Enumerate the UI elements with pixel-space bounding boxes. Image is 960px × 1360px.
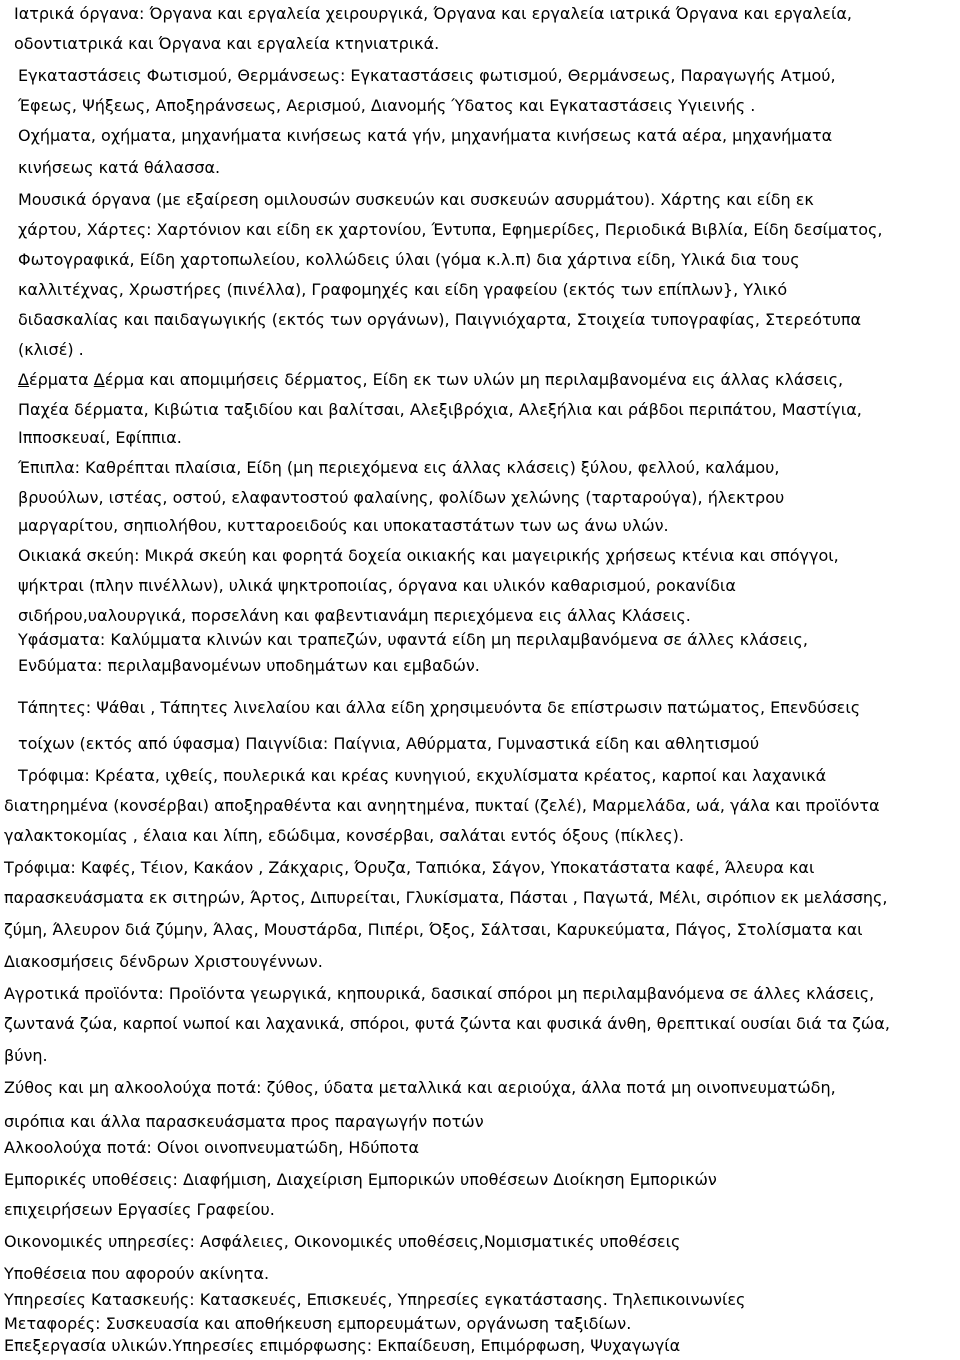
text-line: Ιατρικά όργανα: Όργανα και εργαλεία χειρουργικά, Όργανα και εργαλεία ιατρικά Όργανα και εργαλεία, (14, 4, 852, 23)
text-line: κινήσεως κατά θάλασσα. (18, 158, 221, 177)
text-line: χάρτου, Χάρτες: Χαρτόνιον και είδη εκ χαρτονίου, Έντυπα, Εφημερίδες, Περιοδικά Βιβλία, Είδη δεσίματος, (18, 220, 883, 239)
text-line: ζύμη, Άλευρον διά ζύμην, Άλας, Μουστάρδα, Πιπέρι, Όξος, Σάλτσαι, Καρυκεύματα, Πάγος, Στολίσματα και (4, 920, 863, 939)
text-line: Οικονομικές υπηρεσίες: Ασφάλειες, Οικονομικές υποθέσεις,Νομισματικές υποθέσεις (4, 1232, 681, 1251)
text-line: παρασκευάσματα εκ σιτηρών, Άρτος, Διπυρείται, Γλυκίσματα, Πάσται , Παγωτά, Μέλι, σιρόπιον εκ μελάσσης, (4, 888, 888, 907)
text-line: βύνη. (4, 1046, 48, 1065)
text-line: ψήκτραι (πλην πινέλλων), υλικά ψηκτροποιίας, όργανα και υλικόν καθαρισμού, ροκανίδια (18, 576, 736, 595)
text-line: (κλισέ) . (18, 340, 84, 359)
text-segment: έρμα και απομιμήσεις δέρματος, Είδη εκ των υλών μη περιλαμβανομένα εις άλλας κλάσεις, (104, 370, 844, 389)
text-line: γαλακτοκομίας , έλαια και λίπη, εδώδιμα, κονσέρβαι, σαλάται εντός όξους (πίκλες). (4, 826, 684, 845)
text-line: επιχειρήσεων Εργασίες Γραφείου. (4, 1200, 275, 1219)
underlined-letter: Δ (93, 370, 105, 389)
text-line: Οχήματα, οχήματα, μηχανήματα κινήσεως κατά γήν, μηχανήματα κινήσεως κατά αέρα, μηχανήματα (18, 126, 833, 145)
text-line: Παχέα δέρματα, Κιβώτια ταξιδίου και βαλίτσαι, Αλεξιβρόχια, Αλεξήλια και ράβδοι περιπάτου, Μαστίγια, (18, 400, 862, 419)
text-line: Επεξεργασία υλικών.Υπηρεσίες επιμόρφωσης: Εκπαίδευση, Επιμόρφωση, Ψυχαγωγία (4, 1336, 681, 1355)
text-line: Οικιακά σκεύη: Μικρά σκεύη και φορητά δοχεία οικιακής και μαγειρικής χρήσεως κτένια και σπόγγοι, (18, 546, 839, 565)
text-line: Ζύθος και μη αλκοολούχα ποτά: ζύθος, ύδατα μεταλλικά και αεριούχα, άλλα ποτά μη οινοπνευματώδη, (4, 1078, 836, 1097)
text-line: Εγκαταστάσεις Φωτισμού, Θερμάνσεως: Εγκαταστάσεις φωτισμού, Θερμάνσεως, Παραγωγής Ατμού, (18, 66, 836, 85)
text-line: Τάπητες: Ψάθαι , Τάπητες λινελαίου και άλλα είδη χρησιμευόντα δε επίστρωσιν πατώματος, Επενδύσεις (18, 698, 861, 717)
text-line: καλλιτέχνας, Χρωστήρες (πινέλλα), Γραφομηχές και είδη γραφείου (εκτός των επίπλων}, Υλικό (18, 280, 788, 299)
text-line: Αγροτικά προϊόντα: Προϊόντα γεωργικά, κηπουρικά, δασικαί σπόροι μη περιλαμβανόμενα σε άλλες κλάσεις, (4, 984, 875, 1003)
text-line: σιρόπια και άλλα παρασκευάσματα προς παραγωγήν ποτών (4, 1112, 484, 1131)
text-line: Μεταφορές: Συσκευασία και αποθήκευση εμπορευμάτων, οργάνωση ταξιδίων. (4, 1314, 632, 1333)
text-line: Υποθέσεια που αφορούν ακίνητα. (4, 1264, 270, 1283)
text-line: οδοντιατρικά και Όργανα και εργαλεία κτηνιατρικά. (14, 34, 440, 53)
text-line (18, 370, 843, 390)
text-line: Μουσικά όργανα (με εξαίρεση ομιλουσών συσκευών και συσκευών ασυρμάτου). Χάρτης και είδη εκ (18, 190, 814, 209)
text-line: διδασκαλίας και παιδαγωγικής (εκτός των οργάνων), Παιγνιόχαρτα, Στοιχεία τυπογραφίας, Στερεότυπα (18, 310, 862, 329)
text-line: Τρόφιμα: Καφές, Τέιον, Κακάον , Ζάκχαρις, Όρυζα, Ταπιόκα, Σάγον, Υποκατάστατα καφέ, Άλευρα και (4, 858, 815, 877)
text-line: Αλκοολούχα ποτά: Οίνοι οινοπνευματώδη, Ηδύποτα (4, 1138, 420, 1157)
text-line: ζωντανά ζώα, καρποί νωποί και λαχανικά, σπόροι, φυτά ζώντα και φυσικά άνθη, θρεπτικαί ουσίαι διά τα ζώα, (4, 1014, 890, 1033)
text-line: διατηρημένα (κονσέρβαι) αποξηραθέντα και ανηητημένα, πυκταί (ζελέ), Μαρμελάδα, ωά, γάλα και προϊόντα (4, 796, 880, 815)
text-line: Έφεως, Ψήξεως, Αποξηράνσεως, Αερισμού, Διανομής Ύδατος και Εγκαταστάσεις Υγιεινής . (18, 96, 756, 115)
text-line: Τρόφιμα: Κρέατα, ιχθείς, πουλερικά και κρέας κυνηγιού, εκχυλίσματα κρέατος, καρποί και λαχανικά (18, 766, 827, 785)
text-line: Ιπποσκευαί, Εφίππια. (18, 428, 182, 447)
text-line: Εμπορικές υποθέσεις: Διαφήμιση, Διαχείριση Εμπορικών υποθέσεων Διοίκηση Εμπορικών (4, 1170, 717, 1189)
text-line: σιδήρου,υαλουργικά, πορσελάνη και φαβεντιανάμη περιεχόμενα εις άλλας Κλάσεις. (18, 606, 691, 625)
text-line: Έπιπλα: Καθρέπται πλαίσια, Είδη (μη περιεχόμενα εις άλλας κλάσεις) ξύλου, φελλού, καλάμου, (18, 458, 780, 477)
text-line: Υφάσματα: Καλύμματα κλινών και τραπεζών, υφαντά είδη μη περιλαμβανόμενα σε άλλες κλάσεις, (18, 630, 808, 649)
underlined-letter: Δ (18, 370, 29, 389)
text-line: Διακοσμήσεις δένδρων Χριστουγέννων. (4, 952, 323, 971)
text-line: τοίχων (εκτός από ύφασμα) Παιγνίδια: Παίγνια, Αθύρματα, Γυμναστικά είδη και αθλητισμού (18, 734, 760, 753)
text-line: Ενδύματα: περιλαμβανομένων υποδημάτων και εμβαδών. (18, 656, 480, 675)
text-line: Υπηρεσίες Κατασκευής: Κατασκευές, Επισκευές, Υπηρεσίες εγκατάστασης. Τηλεπικοινωνίες (4, 1290, 746, 1309)
text-line: βρυούλων, ιστέας, οστού, ελαφαντοστού φαλαίνης, φολίδων χελώνης (ταρταρούγα), ήλεκτρου (18, 488, 785, 507)
text-line: μαργαρίτου, σηπιολήθου, κυτταροειδούς και υποκαταστάτων των ως άνω υλών. (18, 516, 669, 535)
text-line: Φωτογραφικά, Είδη χαρτοπωλείου, κολλώδεις ύλαι (γόμα κ.λ.π) δια χάρτινα είδη, Υλικά δια τους (18, 250, 800, 269)
text-segment: έρματα (28, 370, 94, 389)
